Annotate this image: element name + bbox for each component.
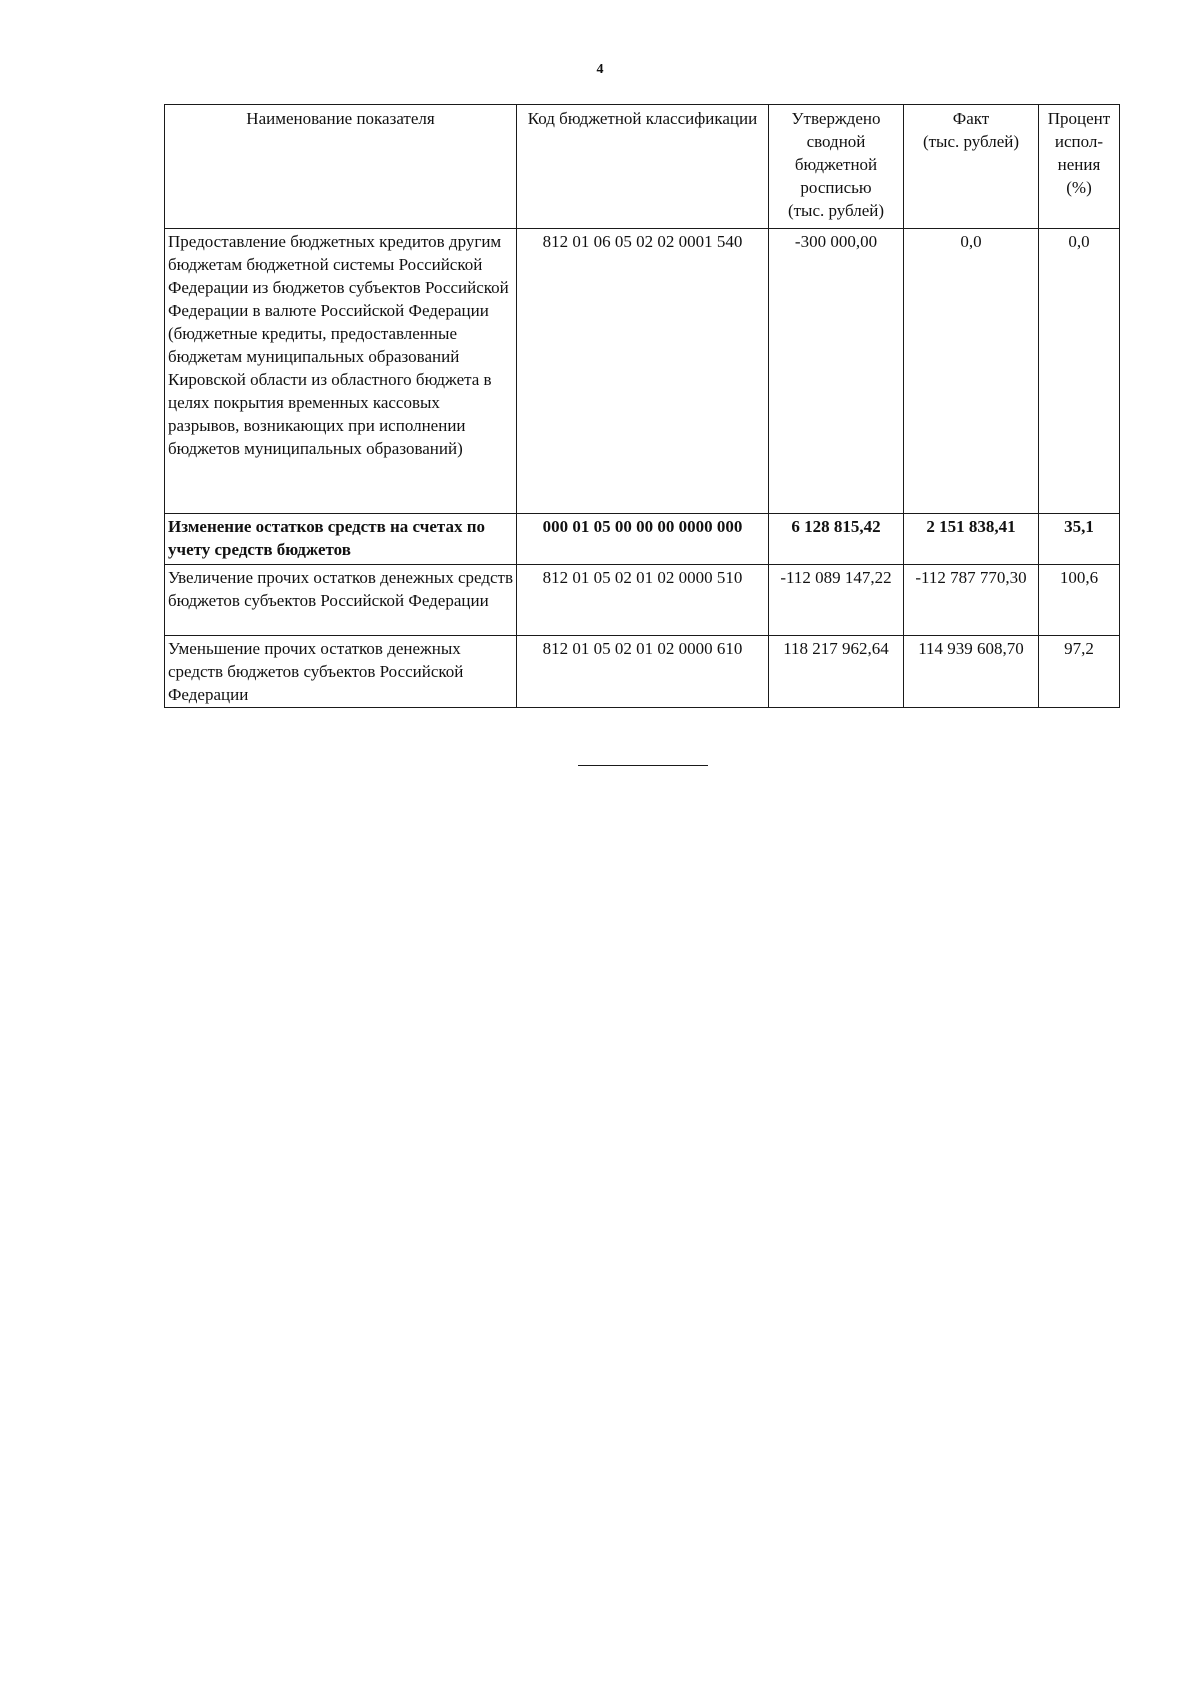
row-percent-cell: 100,6 [1039, 565, 1120, 636]
page-number: 4 [596, 62, 604, 77]
row-percent-cell: 97,2 [1039, 636, 1120, 708]
row-approved-cell: -300 000,00 [769, 229, 904, 514]
row-fact-cell: 0,0 [904, 229, 1039, 514]
row-approved-cell: -112 089 147,22 [769, 565, 904, 636]
row-code-cell: 812 01 06 05 02 02 0001 540 [517, 229, 769, 514]
header-approved: Утверждено сводной бюджетной росписью (тыс. рублей) [769, 105, 904, 229]
row-code-cell: 000 01 05 00 00 00 0000 000 [517, 514, 769, 565]
header-percent: Процент испол- нения (%) [1039, 105, 1120, 229]
row-name-cell: Увеличение прочих остатков денежных средств бюджетов субъектов Российской Федерации [165, 565, 517, 636]
row-code-cell: 812 01 05 02 01 02 0000 610 [517, 636, 769, 708]
row-name-cell: Уменьшение прочих остатков денежных средств бюджетов субъектов Российской Федерации [165, 636, 517, 708]
row-code-cell: 812 01 05 02 01 02 0000 510 [517, 565, 769, 636]
row-approved-cell: 118 217 962,64 [769, 636, 904, 708]
row-fact-cell: 114 939 608,70 [904, 636, 1039, 708]
row-approved-cell: 6 128 815,42 [769, 514, 904, 565]
row-name-cell: Изменение остатков средств на счетах по учету средств бюджетов [165, 514, 517, 565]
row-fact-cell: 2 151 838,41 [904, 514, 1039, 565]
header-budget-code: Код бюджетной классификации [517, 105, 769, 229]
budget-sources-table [164, 104, 1120, 708]
table-row [165, 565, 1120, 636]
header-fact: Факт (тыс. рублей) [904, 105, 1039, 229]
row-percent-cell: 0,0 [1039, 229, 1120, 514]
table-header-row [165, 105, 1120, 229]
end-of-document-rule [578, 765, 708, 766]
table-row [165, 229, 1120, 514]
table-row [165, 636, 1120, 708]
table-row-total [165, 514, 1120, 565]
row-fact-cell: -112 787 770,30 [904, 565, 1039, 636]
header-indicator-name: Наименование показателя [165, 105, 517, 229]
row-percent-cell: 35,1 [1039, 514, 1120, 565]
row-name-cell: Предоставление бюджетных кредитов другим бюджетам бюджетной системы Российской Федерации из бюджетов субъектов Российской Федерации в валюте Российской Федерации (бюджетные кредиты, предоставленные бюджетам муниципальных образований Кировской области из областного бюджета в целях покрытия временных кассовых разрывов, возникающих при исполнении бюджетов муниципальных образований) [165, 229, 517, 514]
